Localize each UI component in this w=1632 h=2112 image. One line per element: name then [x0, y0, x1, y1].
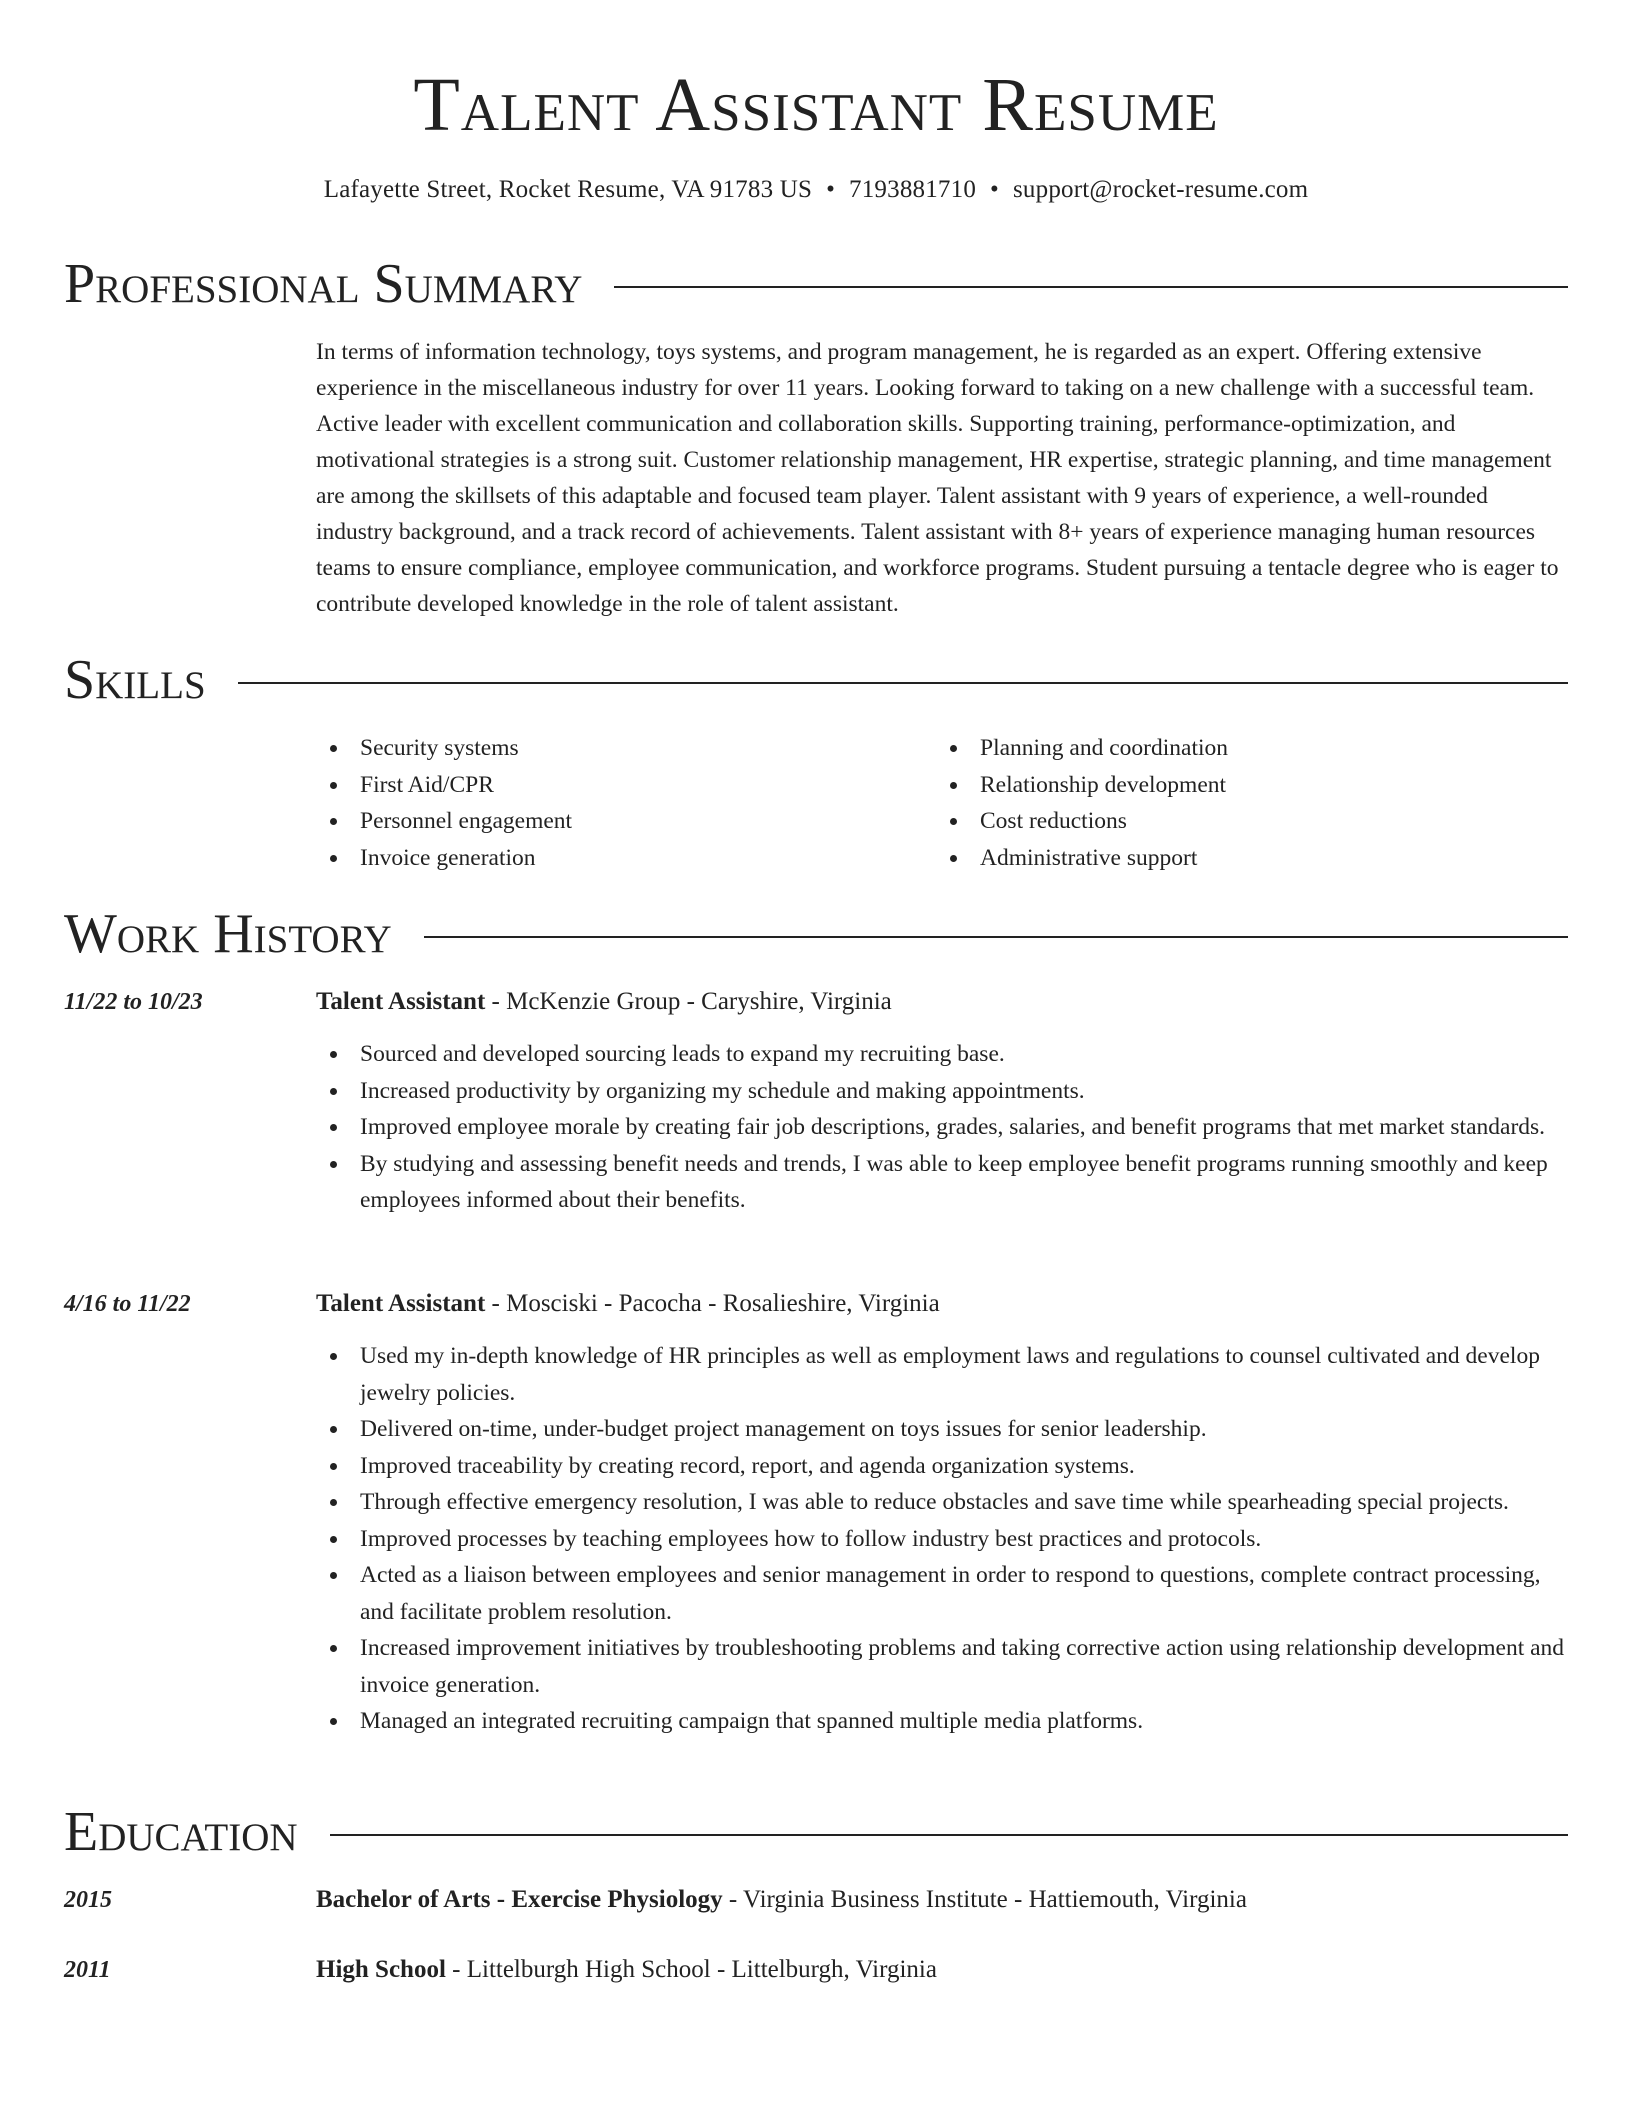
skill-item: Administrative support: [936, 840, 1556, 877]
bullet-icon: [330, 1353, 337, 1360]
section-divider: [238, 682, 1568, 684]
job-bullets: [316, 1036, 1568, 1219]
job-bullet: Managed an integrated recruiting campaign that spanned multiple media platforms.: [316, 1703, 1568, 1740]
bullet-icon: [330, 745, 337, 752]
education-year: 2011: [64, 1957, 111, 1983]
bullet-icon: [330, 1718, 337, 1725]
contact-separator: •: [990, 176, 999, 203]
bullet-icon: [950, 745, 957, 752]
bullet-icon: [330, 1124, 337, 1131]
job-bullet: Through effective emergency resolution, I was able to reduce obstacles and save time while spearheading special projects.: [316, 1484, 1568, 1521]
bullet-icon: [330, 1463, 337, 1470]
job-bullet: Delivered on-time, under-budget project management on toys issues for senior leadership.: [316, 1411, 1568, 1448]
job-bullets: [316, 1338, 1568, 1740]
bullet-icon: [330, 818, 337, 825]
bullet-icon: [950, 855, 957, 862]
section-title: Education: [64, 1801, 298, 1863]
job-bullet: Improved traceability by creating record, report, and agenda organization systems.: [316, 1448, 1568, 1485]
contact-line: [0, 174, 1632, 206]
section-skills-heading: [64, 648, 1568, 712]
bullet-icon: [330, 1088, 337, 1095]
contact-email: support@rocket-resume.com: [1012, 176, 1309, 203]
job-title: Talent Assistant: [316, 1290, 486, 1317]
skills-column-left: [316, 730, 936, 876]
job-heading: [316, 984, 1568, 1020]
job-bullet: By studying and assessing benefit needs and trends, I was able to keep employee benefit programs running smoothly and keep employees informed about their benefits.: [316, 1146, 1568, 1219]
job-employer: - Mosciski - Pacocha - Rosalieshire, Virginia: [485, 1290, 940, 1317]
section-divider: [614, 286, 1568, 288]
section-divider: [330, 1834, 1568, 1836]
bullet-icon: [950, 818, 957, 825]
skills-column-right: [936, 730, 1556, 876]
skill-item: Planning and coordination: [936, 730, 1556, 767]
job-heading: [316, 1286, 1568, 1322]
section-summary-heading: [64, 252, 1568, 316]
job-bullet: Increased improvement initiatives by troubleshooting problems and taking corrective action using relationship development and invoice generation.: [316, 1630, 1568, 1703]
section-title: Professional Summary: [64, 253, 583, 315]
job-bullet: Acted as a liaison between employees and senior management in order to respond to questions, complete contract processing, and facilitate problem resolution.: [316, 1557, 1568, 1630]
bullet-icon: [330, 782, 337, 789]
bullet-icon: [330, 1426, 337, 1433]
section-education-heading: [64, 1800, 1568, 1864]
education-degree: High School: [316, 1956, 446, 1983]
education-degree: Bachelor of Arts - Exercise Physiology: [316, 1886, 723, 1913]
section-divider: [424, 936, 1568, 938]
section-work-heading: [64, 902, 1568, 966]
education-entry: [316, 1882, 1568, 1918]
contact-separator: •: [826, 176, 836, 203]
section-title: Skills: [64, 649, 206, 711]
bullet-icon: [330, 855, 337, 862]
job-title: Talent Assistant: [316, 988, 486, 1015]
job-bullet: Improved employee morale by creating fair job descriptions, grades, salaries, and benefit programs that met market standards.: [316, 1109, 1568, 1146]
job-bullet: Improved processes by teaching employees how to follow industry best practices and protocols.: [316, 1521, 1568, 1558]
skill-item: Invoice generation: [316, 840, 936, 877]
bullet-icon: [330, 1051, 337, 1058]
contact-address: Lafayette Street, Rocket Resume, VA 91783 US: [323, 176, 813, 203]
education-year: 2015: [64, 1887, 112, 1913]
section-title: Work History: [64, 903, 392, 965]
education-school: - Virginia Business Institute - Hattiemouth, Virginia: [722, 1886, 1247, 1913]
skill-item: Personnel engagement: [316, 803, 936, 840]
bullet-icon: [330, 1572, 337, 1579]
skills-grid: [316, 730, 1568, 876]
bullet-icon: [330, 1161, 337, 1168]
skill-item: Security systems: [316, 730, 936, 767]
skill-item: Cost reductions: [936, 803, 1556, 840]
job-dates: 4/16 to 11/22: [64, 1291, 191, 1317]
education-entry: [316, 1952, 1568, 1988]
job-dates: 11/22 to 10/23: [64, 989, 203, 1015]
skill-item: First Aid/CPR: [316, 767, 936, 804]
bullet-icon: [330, 1499, 337, 1506]
summary-text: In terms of information technology, toys systems, and program management, he is regarded as an expert. Offering extensive experience in the miscellaneous industry for over 11 years. Looking forward to taking on a new challenge with a successful team. Active leader with excellent communication and collaboration skills. Supporting training, performance-optimization, and motivational strategies is a strong suit. Customer relationship management, HR expertise, strategic planning, and time management are among the skillsets of this adaptable and focused team player. Talent assistant with 9 years of experience, a well-rounded industry background, and a track record of achievements. Talent assistant with 8+ years of experience managing human resources teams to ensure compliance, employee communication, and workforce programs. Student pursuing a tentacle degree who is eager to contribute developed knowledge in the role of talent assistant.: [316, 339, 1559, 617]
skill-item: Relationship development: [936, 767, 1556, 804]
summary-block: [316, 334, 1568, 622]
bullet-icon: [330, 1645, 337, 1652]
job-bullet: Increased productivity by organizing my schedule and making appointments.: [316, 1073, 1568, 1110]
job-employer: - McKenzie Group - Caryshire, Virginia: [485, 988, 892, 1015]
resume-title: Talent Assistant Resume: [413, 63, 1219, 147]
bullet-icon: [950, 782, 957, 789]
job-bullet: Used my in-depth knowledge of HR principles as well as employment laws and regulations to counsel cultivated and develop jewelry policies.: [316, 1338, 1568, 1411]
job-bullet: Sourced and developed sourcing leads to expand my recruiting base.: [316, 1036, 1568, 1073]
education-school: - Littelburgh High School - Littelburgh, Virginia: [445, 1956, 937, 1983]
bullet-icon: [330, 1536, 337, 1543]
contact-phone: 7193881710: [849, 176, 977, 203]
